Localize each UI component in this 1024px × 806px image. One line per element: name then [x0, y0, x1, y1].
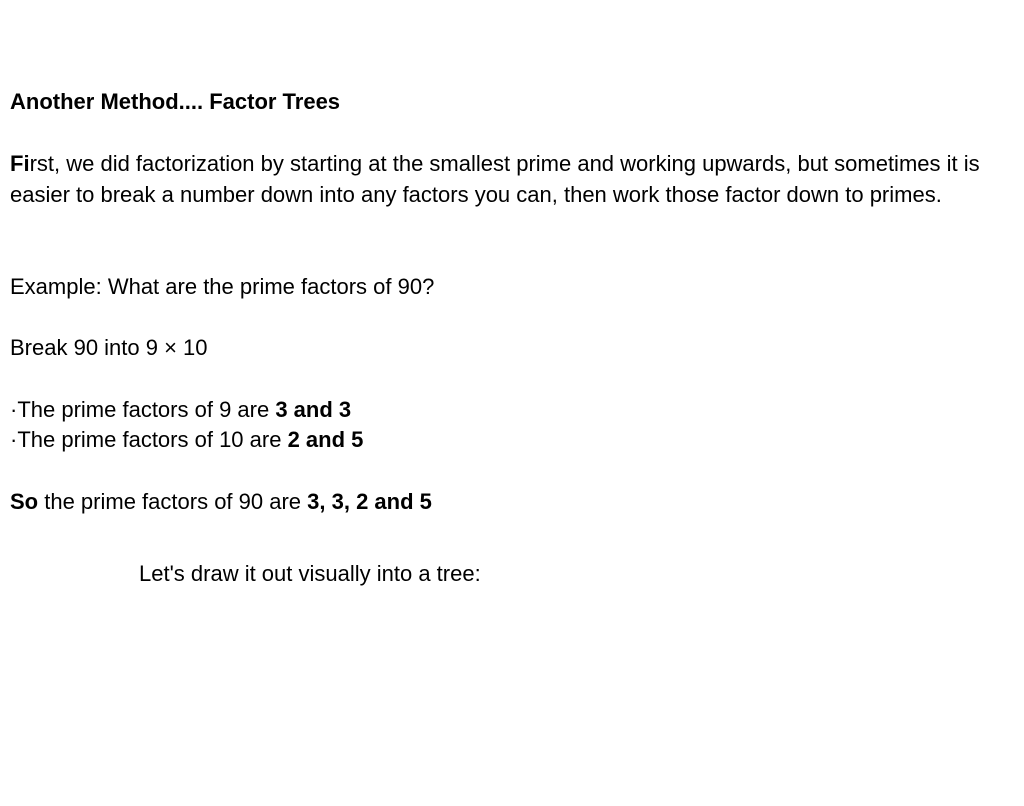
- bullet-bold: 2 and 5: [287, 427, 364, 452]
- bullet-item: [10, 425, 363, 456]
- bullet-text: ·The prime factors of 10 are: [10, 427, 288, 452]
- conclusion-bold-start: So: [10, 489, 39, 514]
- bullet-text: ·The prime factors of 9 are: [10, 397, 276, 422]
- page-title: Another Method.... Factor Trees: [10, 89, 341, 114]
- break-line: Break 90 into 9 × 10: [10, 335, 208, 360]
- bullet-item: [10, 395, 351, 426]
- intro-bold-start: Fi: [10, 151, 30, 176]
- conclusion-line: [10, 487, 432, 518]
- conclusion-text: the prime factors of 90 are: [38, 489, 308, 514]
- example-question: Example: What are the prime factors of 90?: [10, 274, 435, 299]
- bullet-bold: 3 and 3: [275, 397, 352, 422]
- intro-paragraph: [10, 149, 1020, 210]
- intro-text: rst, we did factorization by starting at the smallest prime and working upwards, but sometimes it is easier to break a number down into any factors you can, then work those factor down to primes.: [10, 151, 980, 207]
- conclusion-bold-end: 3, 3, 2 and 5: [307, 489, 432, 514]
- tree-prompt: Let's draw it out visually into a tree:: [139, 561, 481, 586]
